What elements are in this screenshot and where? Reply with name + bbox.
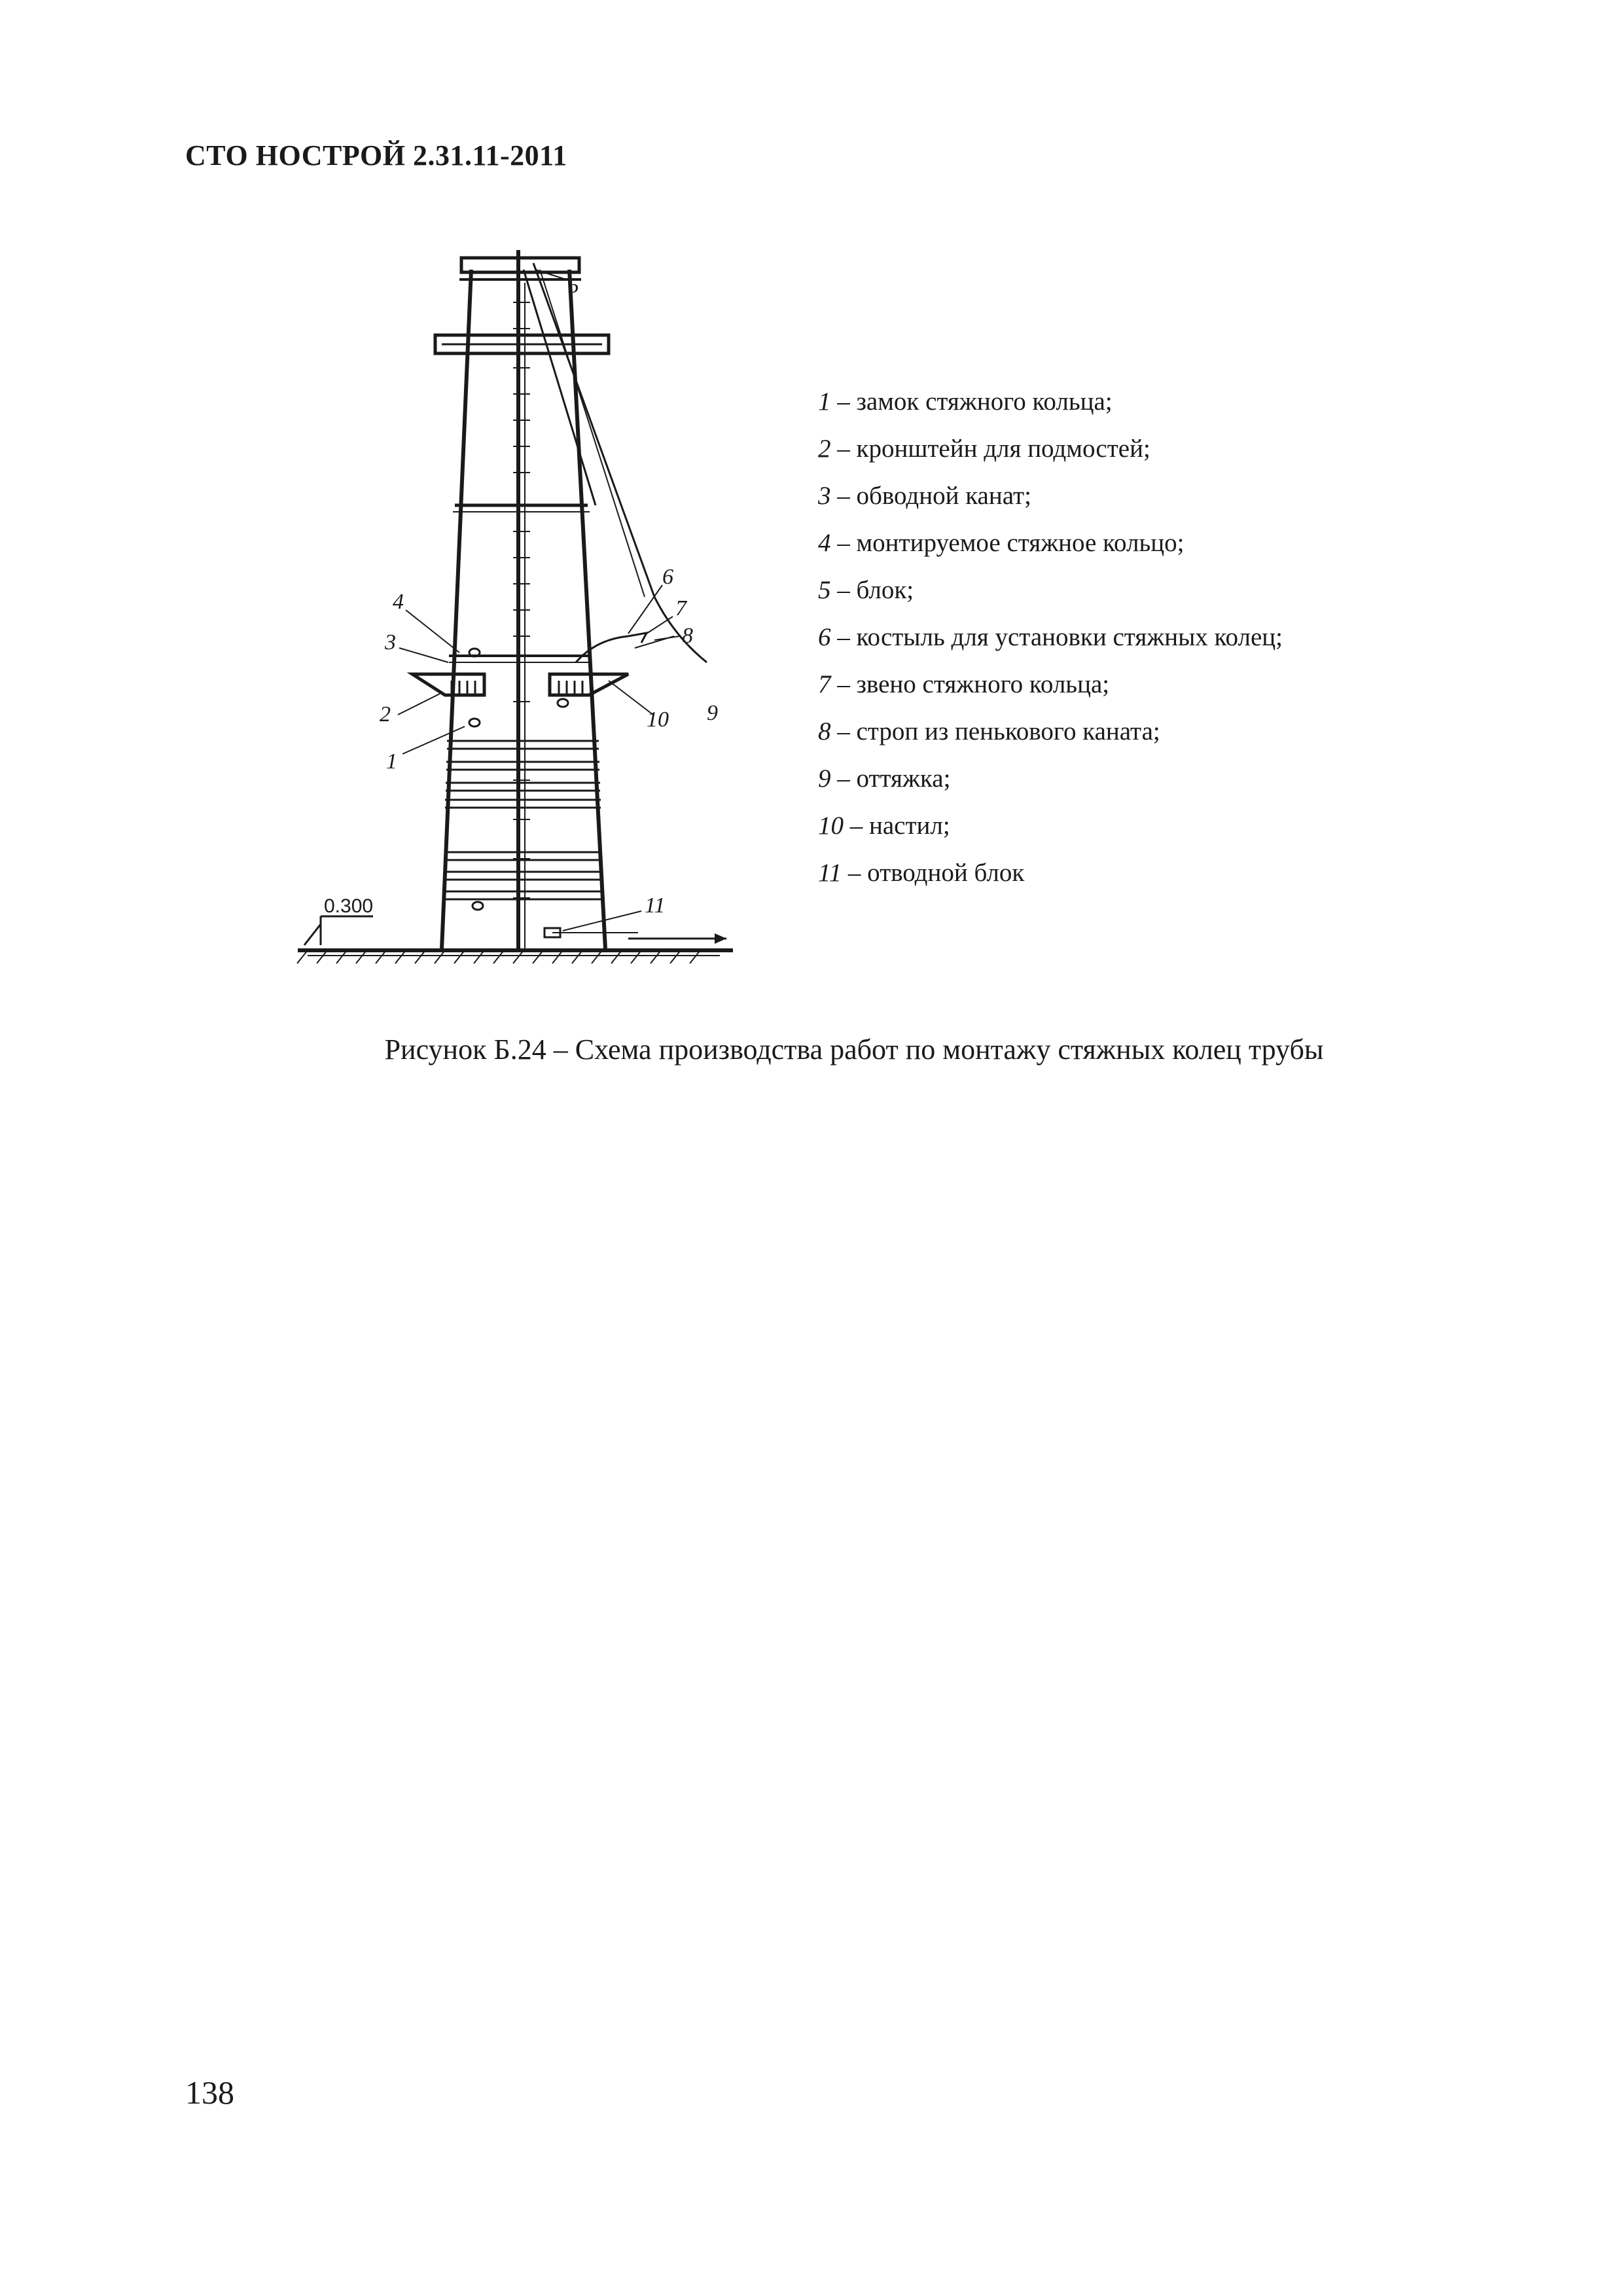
callout-2: 2 — [380, 702, 391, 726]
page-number: 138 — [185, 2074, 234, 2111]
legend-item: 4 – монтируемое стяжное кольцо; — [818, 529, 1185, 557]
chimney-left-wall — [442, 270, 471, 949]
legend-item: 2 – кронштейн для подмостей; — [818, 435, 1150, 463]
legend-item: 1 – замок стяжного кольца; — [818, 387, 1113, 416]
legend-item: 7 – звено стяжного кольца; — [818, 670, 1110, 698]
chimney-scheme-figure — [288, 243, 746, 990]
chimney-right-wall — [569, 270, 605, 949]
callout-9: 9 — [707, 701, 718, 725]
level-mark-label: 0.300 — [324, 895, 374, 917]
level-triangle — [304, 924, 321, 945]
legend-item: 10 – настил; — [818, 812, 950, 840]
chimney-scheme-drawing — [288, 243, 746, 990]
legend-item: 6 – костыль для установки стяжных колец; — [818, 623, 1283, 651]
callout-1: 1 — [386, 749, 397, 774]
callout-5: 5 — [568, 274, 579, 298]
callout-10: 10 — [647, 708, 669, 732]
left-bracket-platform — [412, 674, 484, 695]
legend-item: 5 – блок; — [818, 576, 914, 604]
figure-legend — [818, 378, 1283, 897]
crutch — [576, 636, 628, 662]
legend-item: 3 – обводной канат; — [818, 482, 1031, 510]
callout-8: 8 — [682, 624, 693, 648]
legend-item: 9 – оттяжка; — [818, 764, 951, 793]
callout-11: 11 — [645, 893, 666, 918]
figure-caption: Рисунок Б.24 – Схема производства работ по монтажу стяжных колец трубы — [384, 1033, 1324, 1066]
callout-4: 4 — [393, 590, 404, 614]
callout-7: 7 — [675, 596, 687, 620]
callout-3: 3 — [385, 630, 396, 655]
guy-rope — [533, 263, 654, 597]
legend-item: 11 – отводной блок — [818, 859, 1025, 887]
ring-lock — [469, 719, 480, 726]
document-header: СТО НОСТРОЙ 2.31.11-2011 — [185, 139, 567, 171]
legend-item: 8 – строп из пенькового каната; — [818, 717, 1160, 745]
callout-6: 6 — [662, 565, 673, 589]
callout-leaders — [398, 270, 679, 931]
